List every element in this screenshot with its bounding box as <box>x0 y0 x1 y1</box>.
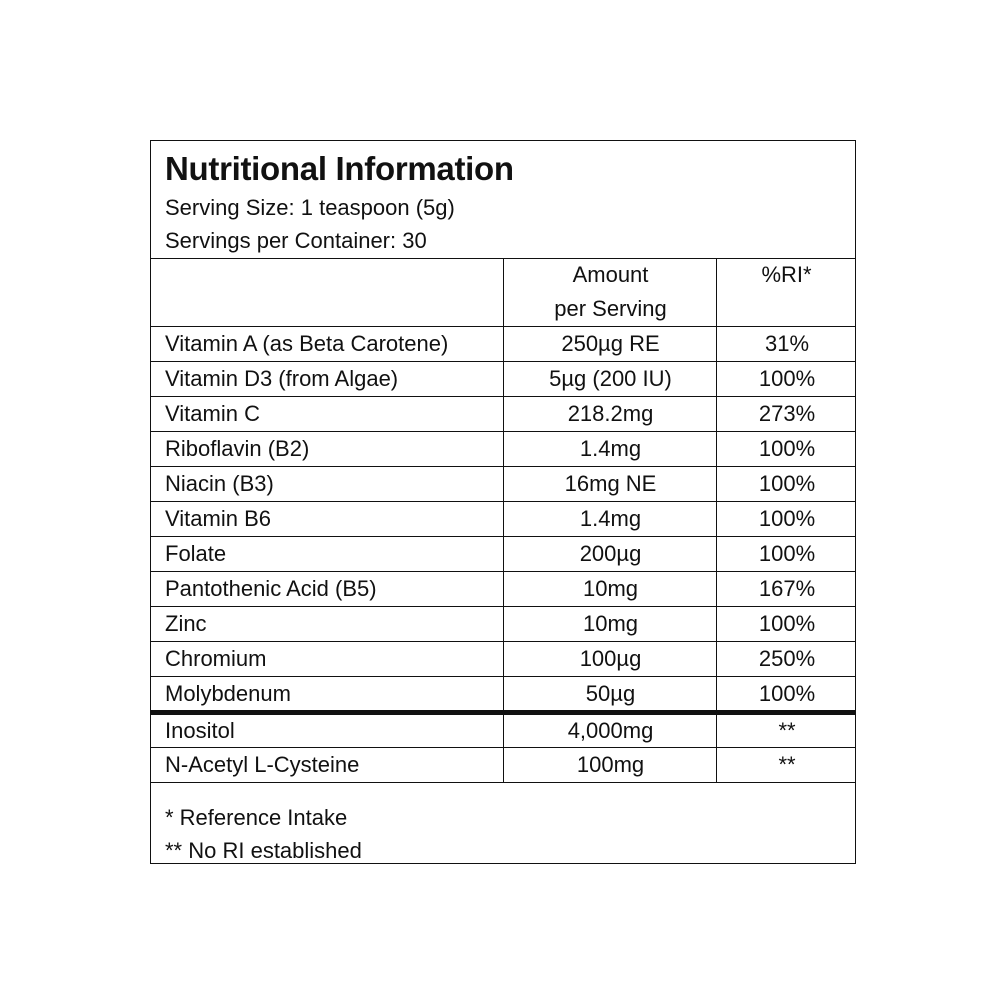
amount-column-header <box>503 258 717 326</box>
table-row <box>151 537 855 572</box>
nutrient-name: Zinc <box>165 611 207 636</box>
nutrient-amount: 218.2mg <box>503 397 717 431</box>
nutrient-name: Chromium <box>165 646 267 671</box>
nutrient-ri: 100% <box>716 607 857 641</box>
nutrient-amount: 250µg RE <box>503 327 717 361</box>
nutrient-name: Folate <box>165 541 227 566</box>
no-ri-footnote: ** No RI established <box>165 838 362 863</box>
nutrient-ri: 250% <box>716 642 857 676</box>
amount-header-line2: per Serving <box>554 296 667 321</box>
nutrient-ri: 100% <box>716 537 857 571</box>
nutrient-ri: ** <box>716 715 857 747</box>
table-row <box>151 327 855 362</box>
table-header-row <box>151 258 855 327</box>
nutrient-name: Inositol <box>165 718 235 743</box>
nutrient-amount: 5µg (200 IU) <box>503 362 717 396</box>
nutrient-amount: 100µg <box>503 642 717 676</box>
nutrient-amount: 4,000mg <box>503 715 717 747</box>
table-row <box>151 397 855 432</box>
ri-footnote: * Reference Intake <box>165 805 348 830</box>
nutrient-amount: 200µg <box>503 537 717 571</box>
table-row <box>151 362 855 397</box>
nutrient-amount: 1.4mg <box>503 502 717 536</box>
ri-column-header: %RI* <box>716 258 856 326</box>
nutrient-amount: 10mg <box>503 607 717 641</box>
nutrient-ri: 273% <box>716 397 857 431</box>
servings-per-container: Servings per Container: 30 <box>165 228 427 253</box>
nutrient-amount: 50µg <box>503 677 717 710</box>
table-row <box>151 748 855 783</box>
nutrient-ri: ** <box>716 748 857 782</box>
nutrient-column-header <box>165 258 501 326</box>
nutrient-name: Molybdenum <box>165 680 291 706</box>
amount-header-line1: Amount <box>572 262 649 287</box>
nutrient-amount: 100mg <box>503 748 717 782</box>
table-row <box>151 642 855 677</box>
nutrient-ri: 100% <box>716 432 857 466</box>
table-row <box>151 715 855 748</box>
table-row <box>151 432 855 467</box>
footnotes <box>165 801 362 867</box>
nutrient-ri: 100% <box>716 677 857 710</box>
nutrient-amount: 10mg <box>503 572 717 606</box>
nutrient-amount: 16mg NE <box>503 467 717 501</box>
nutrient-ri: 100% <box>716 467 857 501</box>
nutrient-ri: 167% <box>716 572 857 606</box>
table-row <box>151 467 855 502</box>
nutrient-name: Vitamin B6 <box>165 506 271 531</box>
table-row <box>151 677 855 715</box>
nutrient-amount: 1.4mg <box>503 432 717 466</box>
nutrition-header <box>151 141 855 259</box>
table-row <box>151 502 855 537</box>
serving-size: Serving Size: 1 teaspoon (5g) <box>165 195 455 220</box>
table-row <box>151 607 855 642</box>
nutrient-name: Riboflavin (B2) <box>165 436 310 461</box>
nutrient-name: Vitamin C <box>165 401 260 426</box>
nutrient-ri: 31% <box>716 327 857 361</box>
nutrient-name: Pantothenic Acid (B5) <box>165 576 377 601</box>
nutrition-panel <box>150 140 856 864</box>
nutrient-name: Niacin (B3) <box>165 471 274 496</box>
nutrient-name: Vitamin D3 (from Algae) <box>165 366 399 391</box>
nutrient-name: N-Acetyl L-Cysteine <box>165 752 360 777</box>
nutrient-ri: 100% <box>716 362 857 396</box>
nutrient-ri: 100% <box>716 502 857 536</box>
nutrient-name: Vitamin A (as Beta Carotene) <box>165 331 449 356</box>
page-title: Nutritional Information <box>165 150 514 187</box>
table-row <box>151 572 855 607</box>
